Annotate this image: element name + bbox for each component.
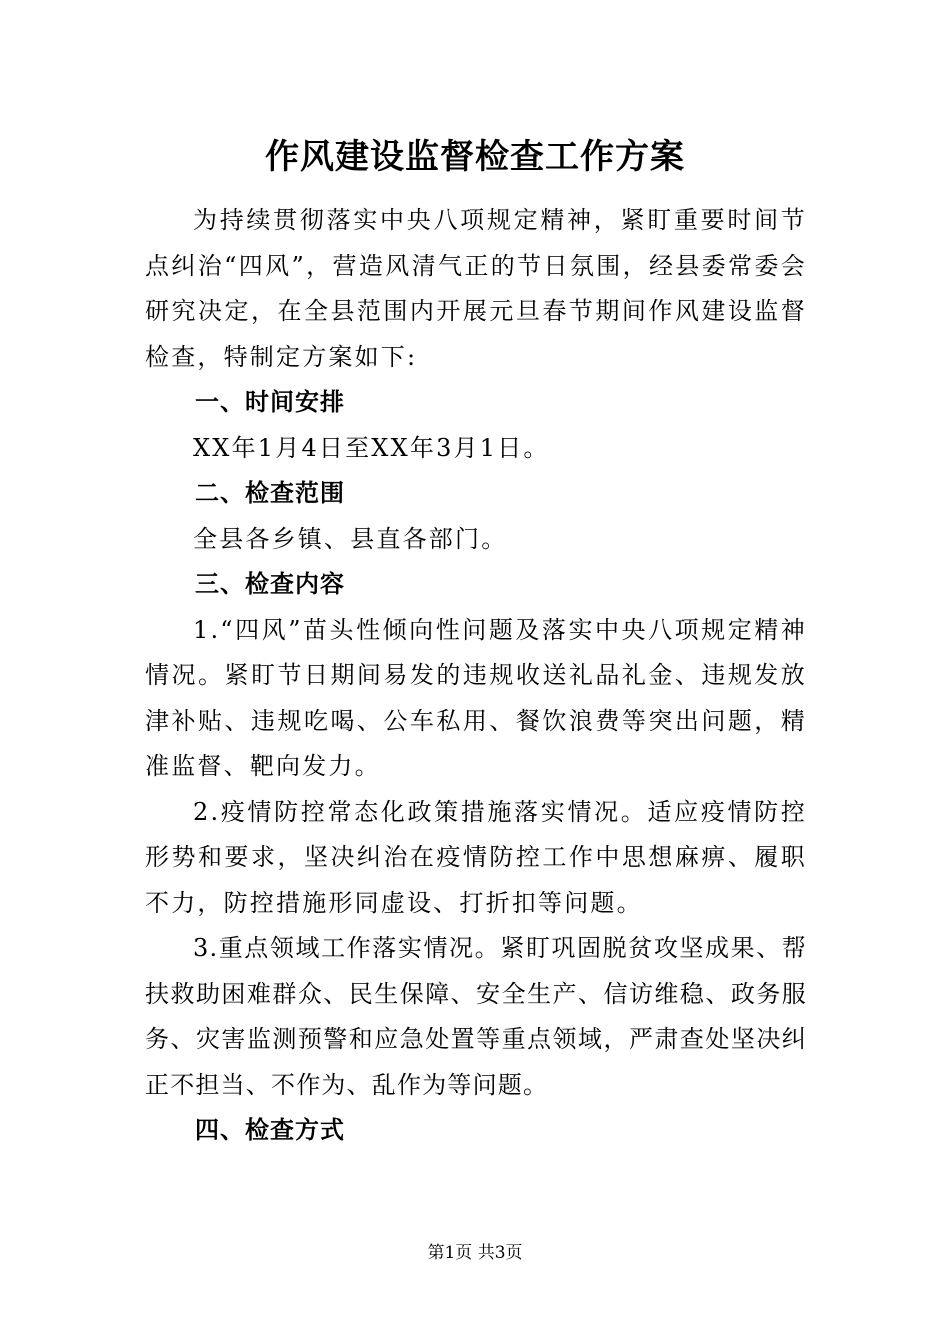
document-body [145,198,807,1154]
content-item-3: 3.重点领域工作落实情况。紧盯巩固脱贫攻坚成果、帮扶救助困难群众、民生保障、安全生产、信访维稳、政务服务、灾害监测预警和应急处置等重点领域，严肃查处坚决纠正不担当、不作为、乱作为等问题。 [145,934,807,1099]
section-heading-schedule: 一、时间安排 [195,388,345,416]
content-item-2: 2.疫情防控常态化政策措施落实情况。适应疫情防控形势和要求，坚决纠治在疫情防控工作中思想麻痹、履职不力，防控措施形同虚设、打折扣等问题。 [145,797,807,917]
page-footer: 第1页 共3页 [427,1243,523,1263]
content-item-1: 1.“四风”苗头性倾向性问题及落实中央八项规定精神情况。紧盯节日期间易发的违规收送礼品礼金、违规发放津补贴、违规吃喝、公车私用、餐饮浪费等突出问题，精准监督、靶向发力。 [145,615,807,780]
scope-paragraph: 全县各乡镇、县直各部门。 [193,524,508,553]
section-heading-scope: 二、检查范围 [195,479,345,507]
section-heading-method: 四、检查方式 [195,1116,345,1144]
intro-paragraph: 为持续贯彻落实中央八项规定精神，紧盯重要时间节点纠治“四风”，营造风清气正的节日氛围，经县委常委会研究决定，在全县范围内开展元旦春节期间作风建设监督检查，特制定方案如下: [145,206,807,371]
section-heading-content: 三、检查内容 [195,570,345,598]
document-title: 作风建设监督检查工作方案 [265,137,685,177]
schedule-paragraph: XX年1月4日至XX年3月1日。 [193,433,550,462]
